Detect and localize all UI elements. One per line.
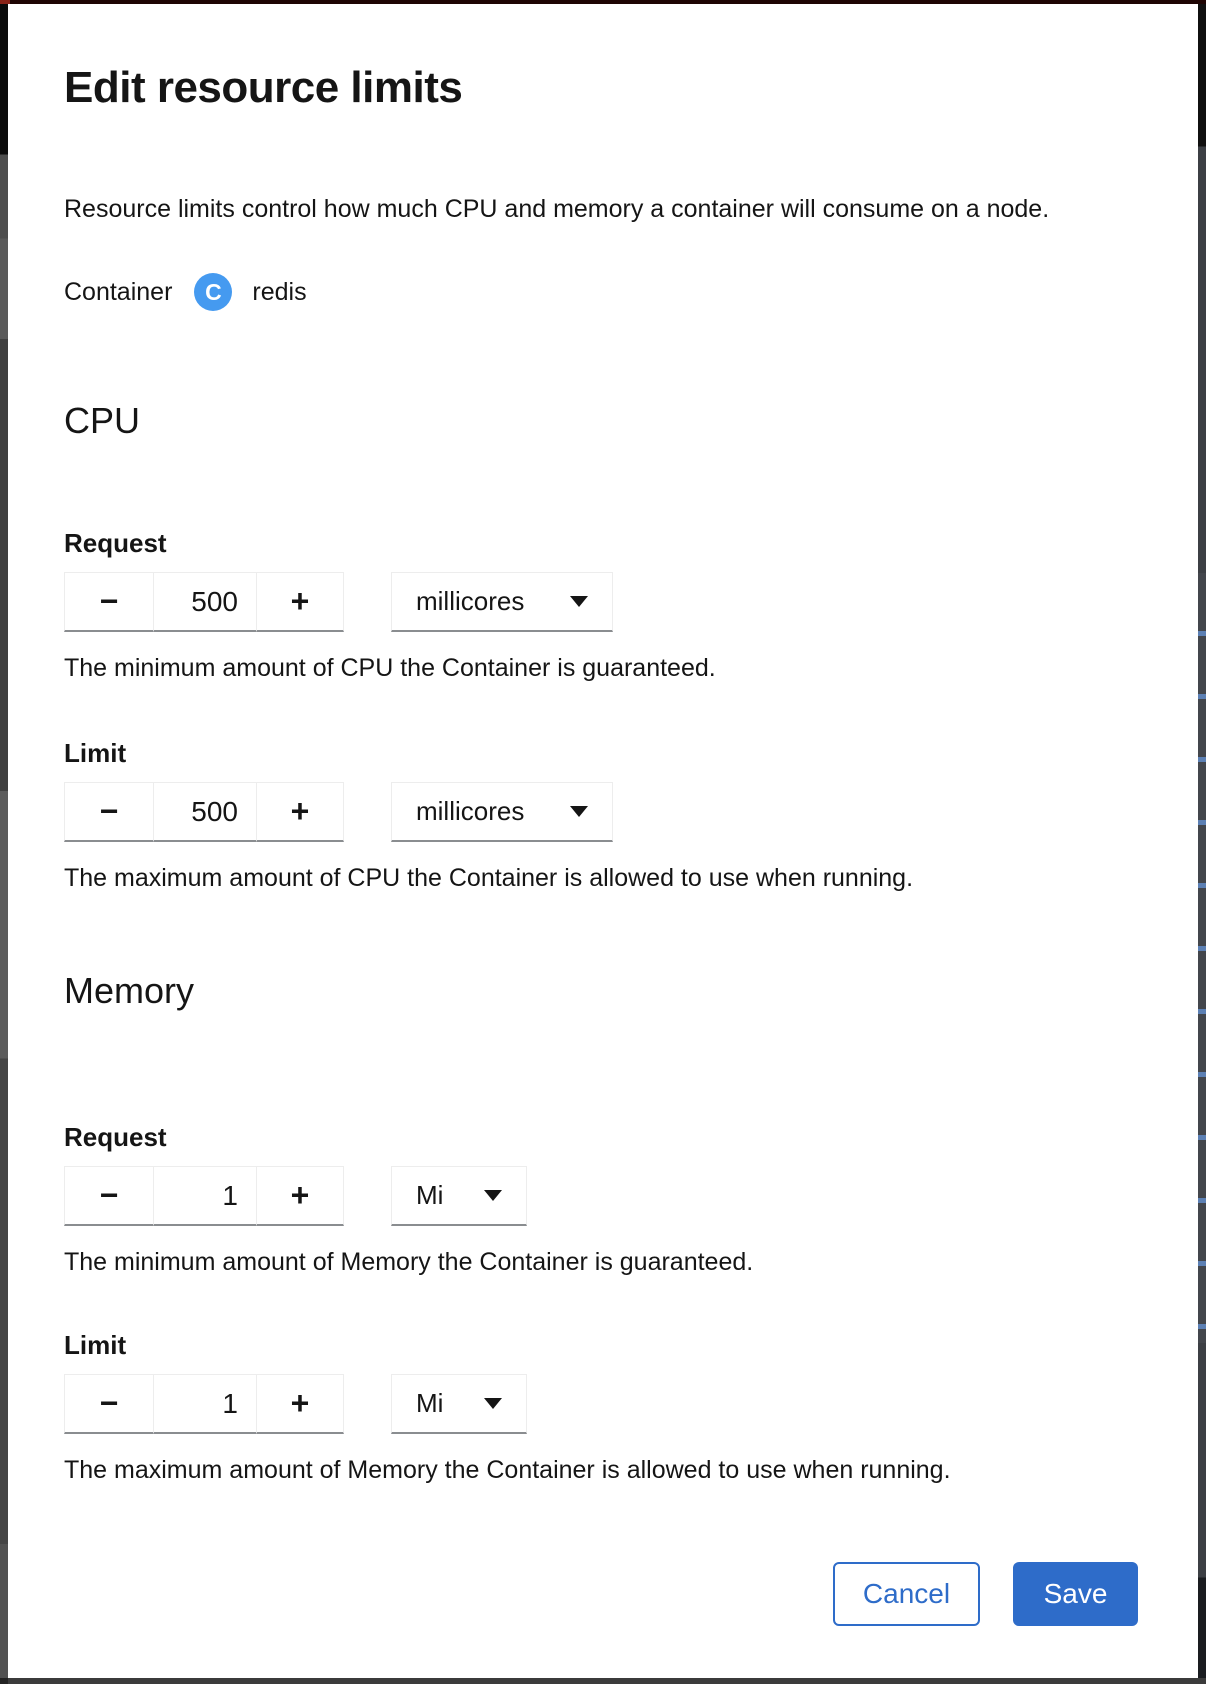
cpu-request-value-input[interactable] — [153, 572, 257, 632]
plus-icon: + — [290, 583, 310, 619]
unit-dropdown-value: millicores — [416, 586, 525, 616]
memory-request-helper-text: The minimum amount of Memory the Container is guaranteed. — [64, 1248, 754, 1276]
memory-limit-value-input[interactable] — [153, 1374, 257, 1434]
cpu-request-unit-dropdown[interactable] — [391, 572, 613, 632]
unit-dropdown-value: Mi — [416, 1388, 444, 1418]
cpu-limit-value-input[interactable] — [153, 782, 257, 842]
modal-description: Resource limits control how much CPU and memory a container will consume on a node. — [64, 195, 1050, 223]
minus-icon: − — [99, 793, 119, 829]
cancel-button[interactable]: Cancel — [833, 1562, 980, 1626]
container-label: Container — [64, 277, 173, 306]
memory-request-widgets — [64, 1166, 1138, 1226]
plus-icon: + — [290, 793, 310, 829]
memory-request-value-input[interactable] — [153, 1166, 257, 1226]
memory-limit-label: Limit — [64, 1330, 127, 1360]
cpu-request-stepper — [64, 572, 345, 632]
edit-resource-limits-modal — [8, 4, 1198, 1678]
unit-dropdown-value: millicores — [416, 796, 525, 826]
modal-title: Edit resource limits — [64, 63, 463, 112]
plus-button[interactable] — [256, 782, 344, 842]
memory-limit-unit-dropdown[interactable] — [391, 1374, 527, 1434]
background-code-marks — [1198, 573, 1206, 1343]
minus-button[interactable] — [64, 1166, 154, 1226]
background-page-left-edge — [0, 4, 8, 1678]
background-page-right-edge — [1198, 4, 1206, 1678]
background-page-bottom-edge — [0, 1678, 1206, 1684]
container-kind-badge — [194, 273, 232, 311]
memory-limit-stepper — [64, 1374, 345, 1434]
cpu-request-widgets — [64, 572, 1138, 632]
section-heading-cpu: CPU — [64, 400, 141, 441]
minus-icon: − — [99, 1385, 119, 1421]
plus-icon: + — [290, 1385, 310, 1421]
section-heading-memory: Memory — [64, 970, 195, 1011]
save-button[interactable]: Save — [1013, 1562, 1138, 1626]
minus-icon: − — [99, 1177, 119, 1213]
caret-down-icon — [484, 1190, 502, 1201]
plus-button[interactable] — [256, 1374, 344, 1434]
cpu-limit-widgets — [64, 782, 1138, 842]
unit-dropdown-value: Mi — [416, 1180, 444, 1210]
cpu-request-label: Request — [64, 528, 167, 558]
minus-button[interactable] — [64, 1374, 154, 1434]
caret-down-icon — [570, 596, 588, 607]
plus-button[interactable] — [256, 1166, 344, 1226]
cpu-limit-stepper — [64, 782, 345, 842]
memory-limit-widgets — [64, 1374, 1138, 1434]
caret-down-icon — [484, 1398, 502, 1409]
memory-request-unit-dropdown[interactable] — [391, 1166, 527, 1226]
container-row — [64, 272, 1138, 312]
plus-button[interactable] — [256, 572, 344, 632]
caret-down-icon — [570, 806, 588, 817]
cpu-limit-helper-text: The maximum amount of CPU the Container is allowed to use when running. — [64, 864, 914, 892]
memory-request-stepper — [64, 1166, 345, 1226]
cpu-limit-unit-dropdown[interactable] — [391, 782, 613, 842]
minus-button[interactable] — [64, 572, 154, 632]
plus-icon: + — [290, 1177, 310, 1213]
cpu-request-helper-text: The minimum amount of CPU the Container is guaranteed. — [64, 654, 716, 682]
modal-footer — [64, 1562, 1138, 1626]
minus-icon: − — [99, 583, 119, 619]
container-kind-badge-letter: C — [205, 278, 222, 305]
cpu-limit-label: Limit — [64, 738, 127, 768]
minus-button[interactable] — [64, 782, 154, 842]
memory-request-label: Request — [64, 1122, 167, 1152]
memory-limit-helper-text: The maximum amount of Memory the Container is allowed to use when running. — [64, 1456, 951, 1484]
container-name: redis — [252, 277, 307, 306]
